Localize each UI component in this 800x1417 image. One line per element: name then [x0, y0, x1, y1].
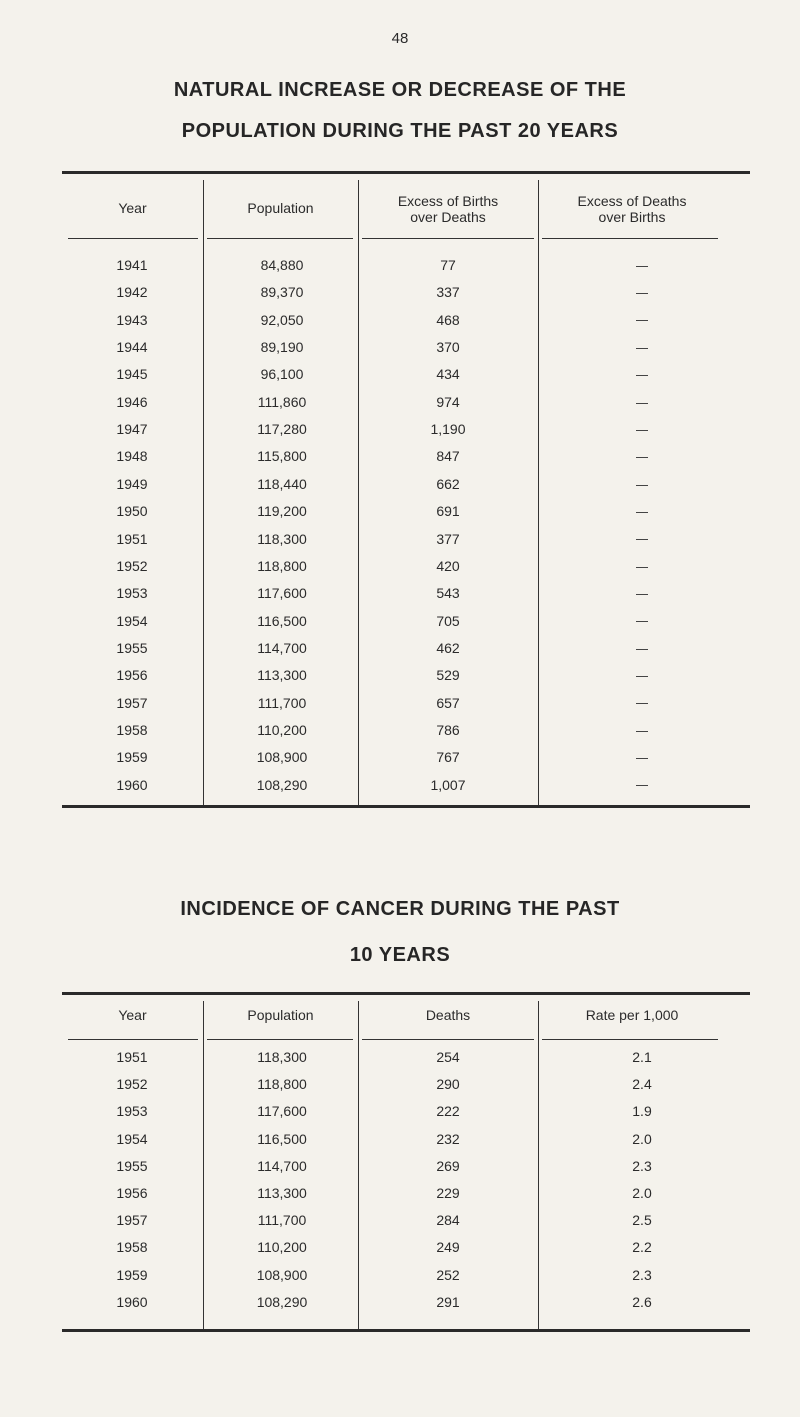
table-cell-year: 1958	[116, 1239, 148, 1256]
table-cell-year: 1953	[116, 585, 148, 602]
dash-mark	[636, 703, 648, 704]
table-cell-births: 691	[436, 503, 460, 520]
column-divider	[203, 1001, 204, 1329]
table-cell-population: 111,700	[257, 1212, 307, 1229]
table-cell-deaths	[582, 284, 702, 300]
table-cell-births: 705	[436, 612, 460, 629]
table-cell-year: 1944	[116, 339, 148, 356]
header-underline	[542, 238, 718, 239]
table-cell-births: 462	[436, 639, 460, 656]
table-cell-year: 1960	[116, 776, 148, 793]
table2-title-line1: INCIDENCE OF CANCER DURING THE PAST	[180, 898, 620, 920]
table-cell-rate: 2.2	[632, 1239, 652, 1256]
header-year: Year	[118, 1007, 147, 1023]
table-cell-deaths	[582, 531, 702, 547]
table-cell-births: 377	[436, 530, 460, 547]
table-cell-population: 114,700	[257, 1157, 307, 1174]
table-cell-year: 1956	[116, 1185, 148, 1201]
table-cell-deaths: 222	[436, 1103, 460, 1120]
table-cell-population: 110,200	[257, 1239, 307, 1256]
table-cell-deaths	[582, 394, 702, 410]
table-cell-deaths	[582, 421, 702, 437]
dash-mark	[636, 621, 648, 622]
table-cell-population: 117,600	[257, 585, 307, 602]
table1-title-line1: NATURAL INCREASE OR DECREASE OF THE	[173, 79, 627, 101]
table-cell-deaths	[582, 558, 702, 574]
table-cell-births: 767	[436, 749, 460, 766]
table-cell-deaths	[582, 312, 702, 328]
dash-mark	[636, 594, 648, 595]
table2-title-line2: 10 YEARS	[349, 944, 451, 966]
dash-mark	[636, 731, 648, 732]
table-cell-deaths: 252	[436, 1266, 460, 1283]
page-number: 48	[391, 30, 409, 47]
table-cell-year: 1951	[116, 1049, 148, 1065]
header-excess-births-line1: Excess of Births	[397, 193, 499, 209]
dash-mark	[636, 485, 648, 486]
table-cell-population: 116,500	[257, 612, 307, 629]
table-cell-rate: 2.0	[632, 1130, 652, 1147]
table-cell-deaths	[582, 667, 702, 683]
table-cell-year: 1949	[116, 475, 148, 492]
table-cell-year: 1942	[116, 284, 148, 301]
table-cell-births: 468	[436, 311, 460, 328]
table-cell-year: 1948	[116, 448, 148, 465]
table-cell-population: 92,050	[260, 311, 304, 328]
table-cell-year: 1953	[116, 1103, 148, 1120]
table-cell-births: 420	[436, 557, 460, 574]
column-divider	[538, 180, 539, 805]
table-cell-population: 108,290	[256, 1293, 308, 1310]
table-cell-deaths	[582, 366, 702, 382]
header-deaths: Deaths	[425, 1007, 471, 1023]
header-year: Year	[118, 200, 147, 216]
table-cell-rate: 2.3	[632, 1157, 652, 1174]
table-cell-deaths	[582, 448, 702, 464]
dash-mark	[636, 567, 648, 568]
dash-mark	[636, 649, 648, 650]
table-cell-population: 110,200	[257, 721, 307, 738]
dash-mark	[636, 348, 648, 349]
column-divider	[358, 1001, 359, 1329]
dash-mark	[636, 266, 648, 267]
table-cell-population: 108,290	[256, 776, 308, 793]
table-cell-rate: 2.6	[632, 1293, 652, 1310]
table-cell-births: 529	[436, 667, 460, 684]
table-cell-deaths	[582, 613, 702, 629]
table-cell-year: 1941	[116, 257, 148, 273]
population-change-table	[62, 171, 750, 808]
table-cell-population: 111,860	[257, 393, 307, 410]
table-cell-population: 114,700	[257, 639, 307, 656]
table-cell-deaths: 232	[436, 1130, 460, 1147]
table-cell-year: 1955	[116, 1157, 148, 1174]
table-cell-births: 543	[436, 585, 460, 602]
table-cell-year: 1955	[116, 639, 148, 656]
header-excess-births	[358, 193, 538, 225]
table-cell-population: 118,440	[257, 475, 307, 492]
table-cell-year: 1943	[116, 311, 148, 328]
table-cell-deaths: 269	[436, 1157, 460, 1174]
dash-mark	[636, 293, 648, 294]
dash-mark	[636, 512, 648, 513]
header-underline	[207, 1039, 353, 1040]
header-population: Population	[247, 200, 314, 216]
table-cell-population: 117,280	[257, 421, 307, 438]
table-cell-population: 89,190	[260, 339, 304, 356]
column-divider	[538, 1001, 539, 1329]
table-cell-deaths	[582, 749, 702, 765]
dash-mark	[636, 785, 648, 786]
header-underline	[542, 1039, 718, 1040]
table-cell-deaths	[582, 339, 702, 355]
table-cell-population: 111,700	[257, 694, 307, 711]
header-rate: Rate per 1,000	[585, 1007, 679, 1023]
dash-mark	[636, 320, 648, 321]
table-cell-year: 1956	[116, 667, 148, 684]
table-cell-births: 657	[436, 694, 460, 711]
header-underline	[207, 238, 353, 239]
header-underline	[362, 238, 534, 239]
table-cell-year: 1952	[116, 1076, 148, 1093]
table-cell-year: 1947	[116, 421, 148, 438]
table-cell-deaths: 229	[436, 1185, 460, 1201]
table-cell-year: 1957	[116, 694, 148, 711]
table-cell-deaths: 284	[436, 1212, 460, 1229]
table-cell-population: 116,500	[257, 1130, 307, 1147]
table-cell-year: 1959	[116, 749, 148, 766]
dash-mark	[636, 375, 648, 376]
table-cell-year: 1960	[116, 1293, 148, 1310]
table-cell-population: 84,880	[260, 257, 304, 273]
table-cell-deaths: 249	[436, 1239, 460, 1256]
column-divider	[203, 180, 204, 805]
table-cell-deaths	[582, 585, 702, 601]
table-cell-births: 662	[436, 475, 460, 492]
table-cell-rate: 2.3	[632, 1266, 652, 1283]
table-cell-year: 1950	[116, 503, 148, 520]
table-cell-population: 89,370	[260, 284, 304, 301]
table-cell-year: 1958	[116, 721, 148, 738]
table-cell-deaths	[582, 640, 702, 656]
table-cell-population: 119,200	[257, 503, 307, 520]
dash-mark	[636, 457, 648, 458]
table-cell-births: 370	[436, 339, 460, 356]
table-cell-year: 1954	[116, 1130, 148, 1147]
table-cell-births: 847	[436, 448, 460, 465]
table-cell-rate: 2.0	[632, 1185, 652, 1201]
table-cell-rate: 1.9	[632, 1103, 652, 1120]
table-cell-deaths	[582, 695, 702, 711]
table-cell-population: 113,300	[257, 667, 307, 684]
table-cell-population: 118,300	[257, 1049, 307, 1065]
table-cell-births: 337	[436, 284, 460, 301]
table-cell-deaths	[582, 722, 702, 738]
table-cell-births: 974	[436, 393, 460, 410]
table-cell-rate: 2.5	[632, 1212, 652, 1229]
table-cell-population: 117,600	[257, 1103, 307, 1120]
table-cell-population: 115,800	[257, 448, 307, 465]
table-cell-year: 1951	[116, 530, 148, 547]
table-cell-population: 108,900	[256, 1266, 308, 1283]
header-underline	[68, 238, 198, 239]
header-excess-deaths-line1: Excess of Deaths	[577, 193, 687, 209]
table-cell-births: 786	[436, 721, 460, 738]
table-cell-population: 108,900	[256, 749, 308, 766]
table-cell-year: 1945	[116, 366, 148, 383]
table-cell-population: 118,800	[257, 1076, 307, 1093]
table-cell-year: 1946	[116, 393, 148, 410]
table-cell-deaths	[582, 257, 702, 273]
dash-mark	[636, 539, 648, 540]
header-excess-deaths-line2: over Births	[598, 209, 666, 225]
header-underline	[362, 1039, 534, 1040]
table-cell-deaths	[582, 476, 702, 492]
table-cell-deaths: 291	[436, 1293, 460, 1310]
table-cell-births: 1,190	[430, 421, 466, 438]
table-cell-rate: 2.4	[632, 1076, 652, 1093]
column-divider	[358, 180, 359, 805]
table-cell-population: 118,300	[257, 530, 307, 547]
header-population: Population	[247, 1007, 314, 1023]
header-excess-births-line2: over Deaths	[410, 209, 486, 225]
table-cell-year: 1959	[116, 1266, 148, 1283]
dash-mark	[636, 676, 648, 677]
table-cell-population: 118,800	[257, 557, 307, 574]
table-cell-population: 113,300	[257, 1185, 307, 1201]
dash-mark	[636, 758, 648, 759]
table-cell-deaths	[582, 503, 702, 519]
table-cell-year: 1952	[116, 557, 148, 574]
table-cell-rate: 2.1	[632, 1049, 652, 1065]
table-cell-deaths	[582, 777, 702, 793]
table-cell-year: 1954	[116, 612, 148, 629]
table-cell-deaths: 290	[436, 1076, 460, 1093]
table-cell-deaths: 254	[436, 1049, 460, 1065]
table1-title-line2: POPULATION DURING THE PAST 20 YEARS	[181, 120, 619, 142]
cancer-incidence-table	[62, 992, 750, 1332]
table-cell-births: 77	[440, 257, 456, 273]
table-cell-population: 96,100	[260, 366, 304, 383]
dash-mark	[636, 430, 648, 431]
header-excess-deaths	[538, 193, 726, 225]
header-underline	[68, 1039, 198, 1040]
dash-mark	[636, 403, 648, 404]
table-cell-year: 1957	[116, 1212, 148, 1229]
table-cell-births: 1,007	[430, 776, 466, 793]
table-cell-births: 434	[436, 366, 460, 383]
